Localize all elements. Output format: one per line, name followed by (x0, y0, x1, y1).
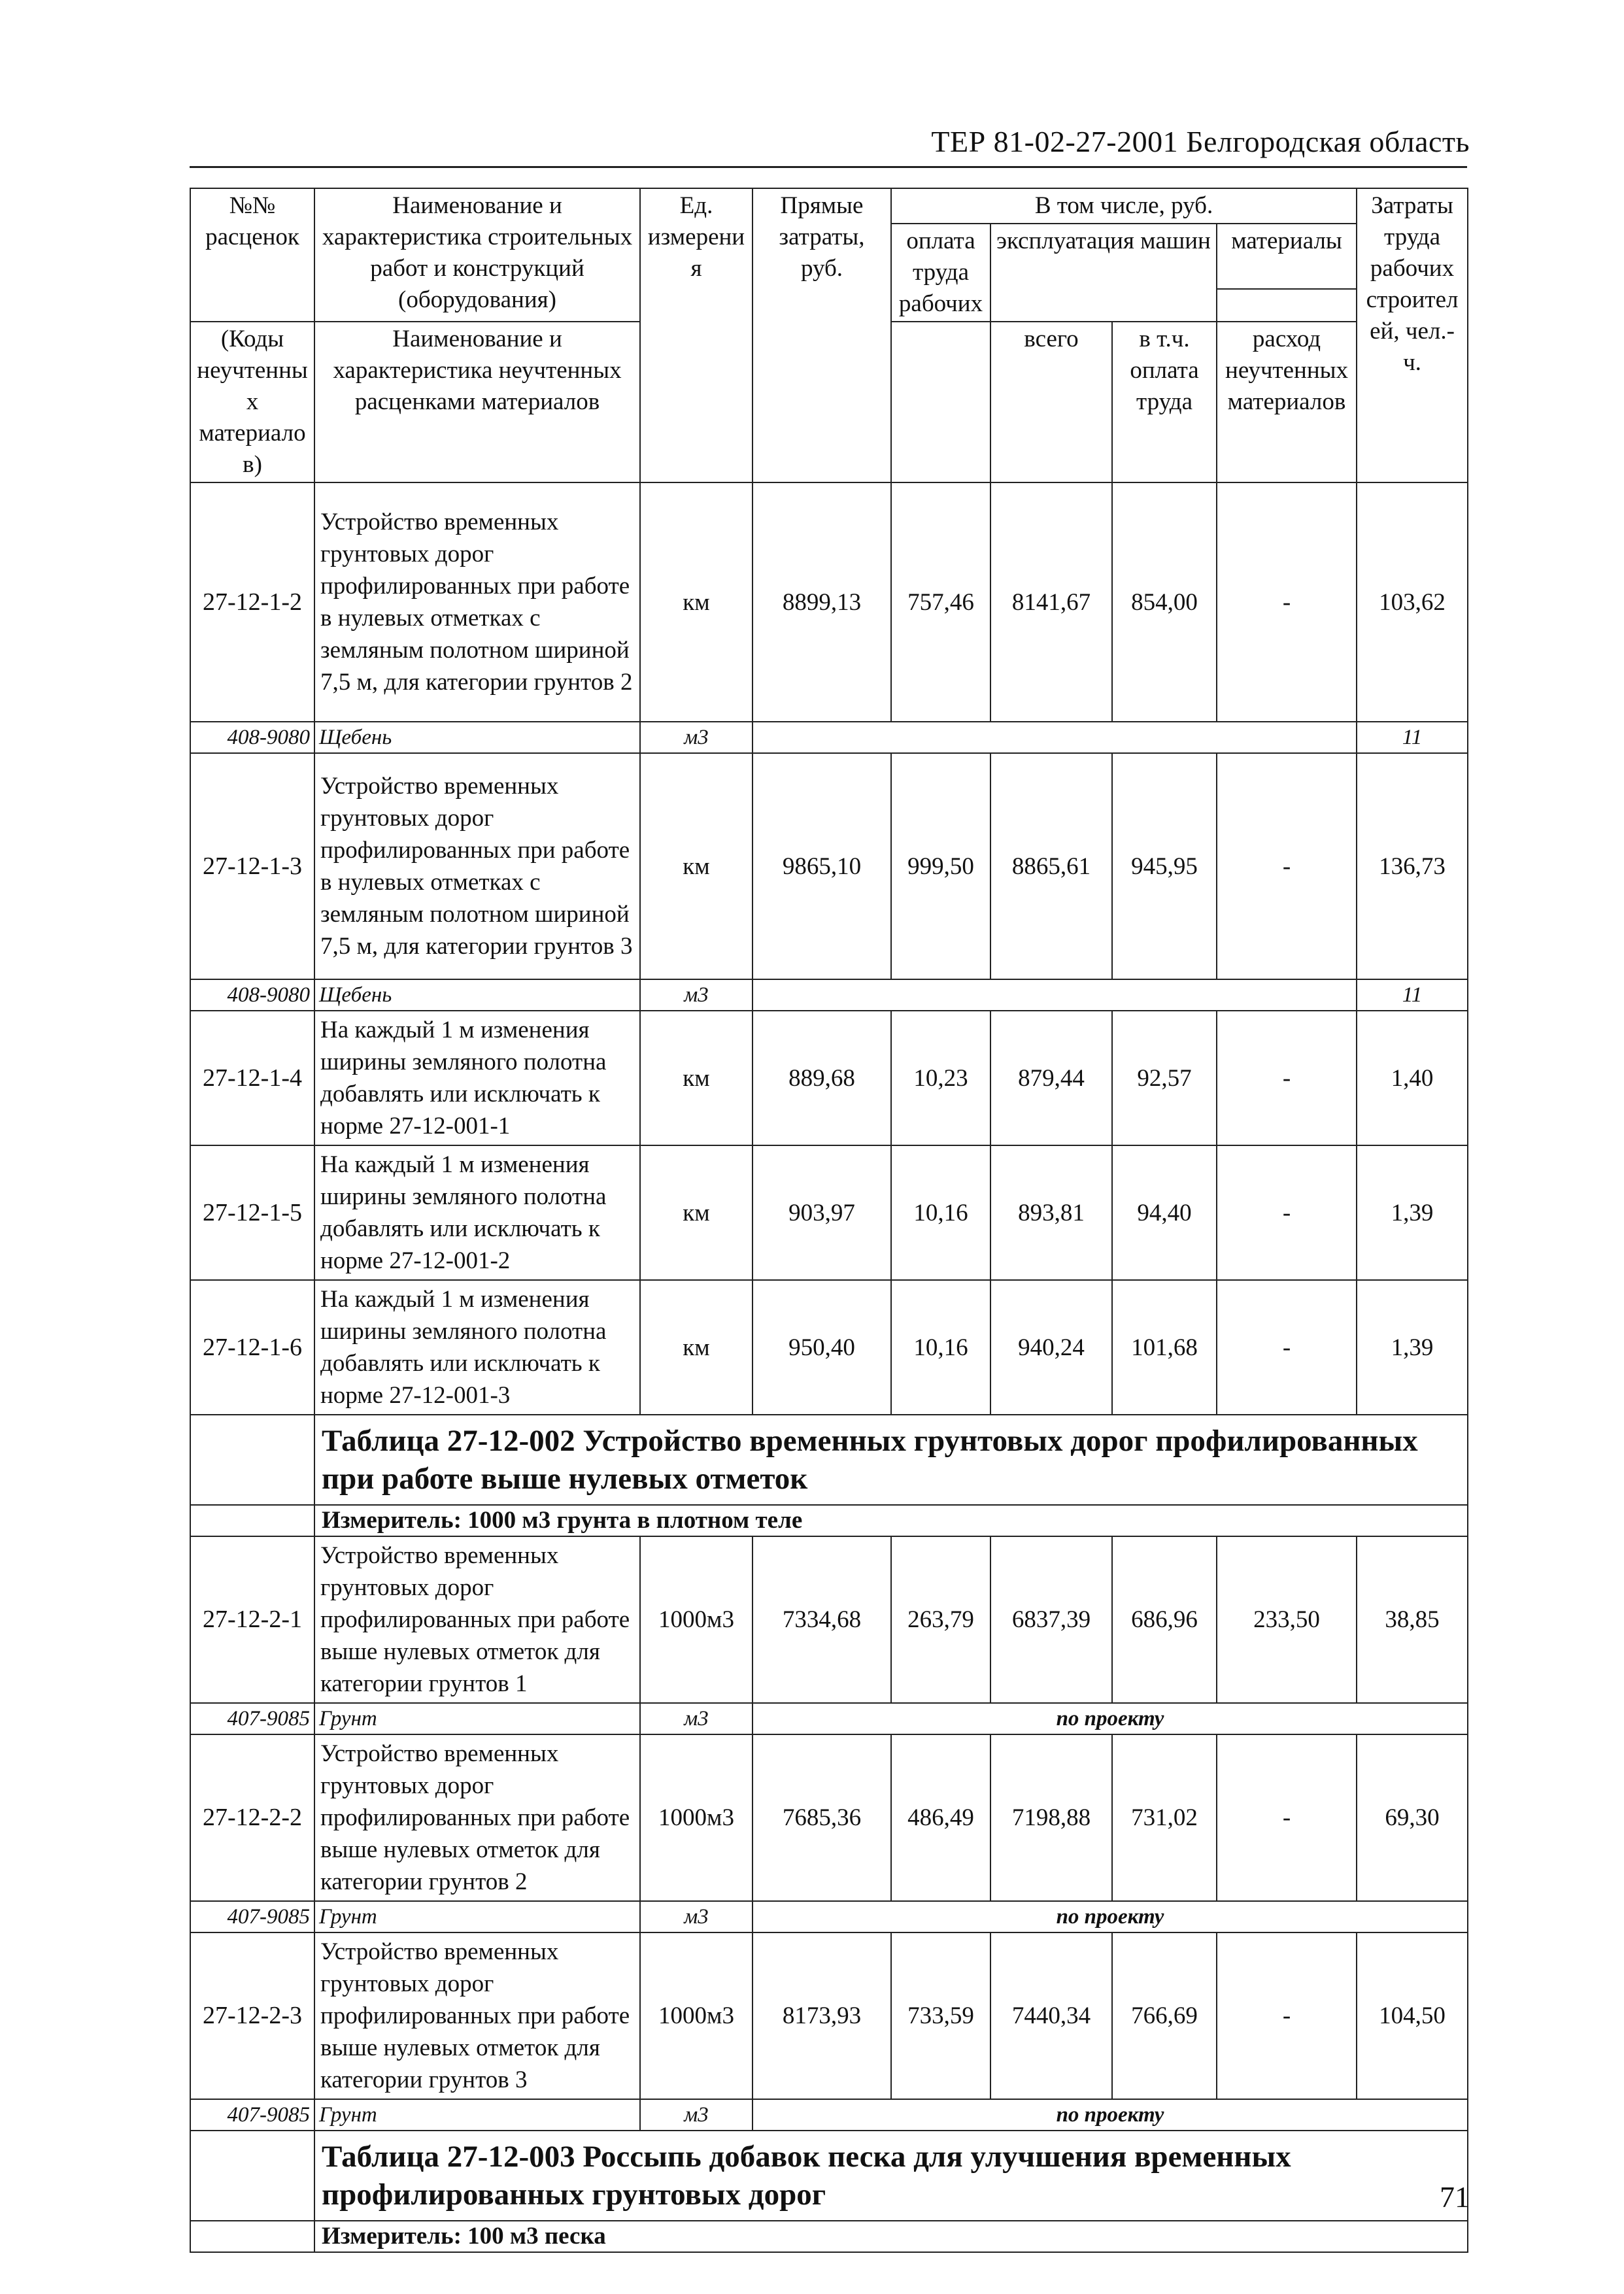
labor-cost: 999,50 (891, 753, 990, 979)
unit: км (640, 753, 753, 979)
unit: км (640, 1280, 753, 1415)
material-unit: м3 (640, 979, 753, 1011)
header-unit: Ед. измерения (640, 188, 753, 482)
materials: - (1217, 1011, 1357, 1145)
direct-costs: 9865,10 (753, 753, 891, 979)
table-row (190, 1932, 1468, 2099)
work-name: Устройство временных грунтовых дорог профилированных при работе выше нулевых отметок для категории грунтов 2 (314, 1734, 640, 1901)
labor-cost: 263,79 (891, 1536, 990, 1703)
material-row (190, 722, 1468, 753)
material-unit: м3 (640, 2099, 753, 2131)
machines-labor: 945,95 (1112, 753, 1217, 979)
material-row (190, 1703, 1468, 1734)
materials: - (1217, 1145, 1357, 1280)
title-spacer (190, 2131, 314, 2221)
header-number: №№ расценок (190, 188, 314, 322)
material-unit: м3 (640, 1703, 753, 1734)
labor-hours: 104,50 (1357, 1932, 1468, 2099)
machines-total: 7440,34 (990, 1932, 1112, 2099)
page-number: 71 (1440, 2180, 1470, 2214)
rate-code: 27-12-2-1 (190, 1536, 314, 1703)
rate-code: 27-12-1-3 (190, 753, 314, 979)
header-direct-costs: Прямые затраты, руб. (753, 188, 891, 482)
work-name: На каждый 1 м изменения ширины земляного полотна добавлять или исключать к норме 27-12-001-3 (314, 1280, 640, 1415)
header-material-codes: (Коды неучтенных материалов) (190, 322, 314, 482)
material-name: Грунт (314, 1703, 640, 1734)
materials: - (1217, 1932, 1357, 2099)
material-code: 408-9080 (190, 722, 314, 753)
machines-labor: 101,68 (1112, 1280, 1217, 1415)
labor-hours: 136,73 (1357, 753, 1468, 979)
material-value: по проекту (753, 2099, 1468, 2131)
machines-total: 7198,88 (990, 1734, 1112, 1901)
material-code: 407-9085 (190, 1703, 314, 1734)
direct-costs: 950,40 (753, 1280, 891, 1415)
machines-total: 940,24 (990, 1280, 1112, 1415)
direct-costs: 7334,68 (753, 1536, 891, 1703)
work-name: На каждый 1 м изменения ширины земляного полотна добавлять или исключать к норме 27-12-001-1 (314, 1011, 640, 1145)
measure-unit: Измеритель: 1000 м3 грунта в плотном теле (314, 1505, 1468, 1536)
labor-hours: 38,85 (1357, 1536, 1468, 1703)
work-name: Устройство временных грунтовых дорог профилированных при работе в нулевых отметках с земляным полотном шириной 7,5 м, для категории грунтов 2 (314, 482, 640, 722)
measure-spacer (190, 1505, 314, 1536)
material-unit: м3 (640, 722, 753, 753)
labor-cost: 733,59 (891, 1932, 990, 2099)
unit: км (640, 482, 753, 722)
table-row (190, 1145, 1468, 1280)
machines-labor: 92,57 (1112, 1011, 1217, 1145)
material-spacer (753, 979, 1357, 1011)
material-name: Грунт (314, 2099, 640, 2131)
header-material-use: расход неучтенных материалов (1217, 322, 1357, 482)
machines-total: 879,44 (990, 1011, 1112, 1145)
machines-total: 8141,67 (990, 482, 1112, 722)
header-labor-hours: Затраты труда рабочих строителей, чел.-ч. (1357, 188, 1468, 482)
measure-unit: Измеритель: 100 м3 песка (314, 2221, 1468, 2252)
table-row (190, 1536, 1468, 1703)
work-name: Устройство временных грунтовых дорог профилированных при работе выше нулевых отметок для категории грунтов 3 (314, 1932, 640, 2099)
material-spacer (753, 722, 1357, 753)
header-materials-filler (1217, 289, 1357, 322)
rate-code: 27-12-2-2 (190, 1734, 314, 1901)
material-value: 11 (1357, 722, 1468, 753)
material-code: 407-9085 (190, 1901, 314, 1932)
direct-costs: 903,97 (753, 1145, 891, 1280)
machines-total: 8865,61 (990, 753, 1112, 979)
table-title-row (190, 1415, 1468, 1505)
machines-labor: 766,69 (1112, 1932, 1217, 2099)
material-row (190, 1901, 1468, 1932)
material-code: 407-9085 (190, 2099, 314, 2131)
labor-cost: 10,16 (891, 1280, 990, 1415)
material-name: Щебень (314, 979, 640, 1011)
material-value: по проекту (753, 1901, 1468, 1932)
materials: - (1217, 1280, 1357, 1415)
unit: 1000м3 (640, 1734, 753, 1901)
machines-total: 893,81 (990, 1145, 1112, 1280)
rate-code: 27-12-1-5 (190, 1145, 314, 1280)
direct-costs: 889,68 (753, 1011, 891, 1145)
unit: км (640, 1011, 753, 1145)
machines-labor: 94,40 (1112, 1145, 1217, 1280)
rate-code: 27-12-1-2 (190, 482, 314, 722)
table-row (190, 1734, 1468, 1901)
header-materials: материалы (1217, 224, 1357, 289)
rate-code: 27-12-1-4 (190, 1011, 314, 1145)
header-labor-filler (891, 322, 990, 482)
rates-table (190, 188, 1468, 2253)
labor-cost: 10,16 (891, 1145, 990, 1280)
machines-labor: 686,96 (1112, 1536, 1217, 1703)
material-unit: м3 (640, 1901, 753, 1932)
header-machines-labor: в т.ч. оплата труда (1112, 322, 1217, 482)
rate-code: 27-12-1-6 (190, 1280, 314, 1415)
materials: - (1217, 753, 1357, 979)
title-spacer (190, 1415, 314, 1505)
work-name: Устройство временных грунтовых дорог профилированных при работе выше нулевых отметок для категории грунтов 1 (314, 1536, 640, 1703)
header-rule (190, 166, 1467, 168)
material-row (190, 2099, 1468, 2131)
labor-cost: 757,46 (891, 482, 990, 722)
header-machines: эксплуатация машин (990, 224, 1217, 322)
unit: км (640, 1145, 753, 1280)
material-row (190, 979, 1468, 1011)
direct-costs: 8173,93 (753, 1932, 891, 2099)
labor-hours: 1,39 (1357, 1145, 1468, 1280)
direct-costs: 7685,36 (753, 1734, 891, 1901)
work-name: Устройство временных грунтовых дорог профилированных при работе в нулевых отметках с земляным полотном шириной 7,5 м, для категории грунтов 3 (314, 753, 640, 979)
labor-hours: 1,39 (1357, 1280, 1468, 1415)
table-row (190, 753, 1468, 979)
labor-cost: 486,49 (891, 1734, 990, 1901)
measure-row (190, 2221, 1468, 2252)
table-row (190, 1011, 1468, 1145)
work-name: На каждый 1 м изменения ширины земляного полотна добавлять или исключать к норме 27-12-001-2 (314, 1145, 640, 1280)
material-name: Грунт (314, 1901, 640, 1932)
measure-row (190, 1505, 1468, 1536)
labor-hours: 1,40 (1357, 1011, 1468, 1145)
header-including: В том числе, руб. (891, 188, 1357, 224)
document-header: ТЕР 81-02-27-2001 Белгородская область (931, 125, 1470, 158)
header-work-name: Наименование и характеристика строительных работ и конструкций (оборудования) (314, 188, 640, 322)
labor-hours: 69,30 (1357, 1734, 1468, 1901)
section-table-title: Таблица 27-12-003 Россыпь добавок песка для улучшения временных профилированных грунтовых дорог (314, 2131, 1468, 2221)
material-value: по проекту (753, 1703, 1468, 1734)
rate-code: 27-12-2-3 (190, 1932, 314, 2099)
machines-labor: 731,02 (1112, 1734, 1217, 1901)
unit: 1000м3 (640, 1536, 753, 1703)
materials: 233,50 (1217, 1536, 1357, 1703)
direct-costs: 8899,13 (753, 482, 891, 722)
table-row (190, 1280, 1468, 1415)
material-code: 408-9080 (190, 979, 314, 1011)
header-labor-cost: оплата труда рабочих (891, 224, 990, 322)
machines-labor: 854,00 (1112, 482, 1217, 722)
table-row (190, 482, 1468, 722)
section-table-title: Таблица 27-12-002 Устройство временных грунтовых дорог профилированных при работе выше нулевых отметок (314, 1415, 1468, 1505)
header-machines-total: всего (990, 322, 1112, 482)
labor-hours: 103,62 (1357, 482, 1468, 722)
materials: - (1217, 482, 1357, 722)
labor-cost: 10,23 (891, 1011, 990, 1145)
material-name: Щебень (314, 722, 640, 753)
unit: 1000м3 (640, 1932, 753, 2099)
machines-total: 6837,39 (990, 1536, 1112, 1703)
material-value: 11 (1357, 979, 1468, 1011)
table-title-row (190, 2131, 1468, 2221)
materials: - (1217, 1734, 1357, 1901)
measure-spacer (190, 2221, 314, 2252)
header-material-name: Наименование и характеристика неучтенных расценками материалов (314, 322, 640, 482)
